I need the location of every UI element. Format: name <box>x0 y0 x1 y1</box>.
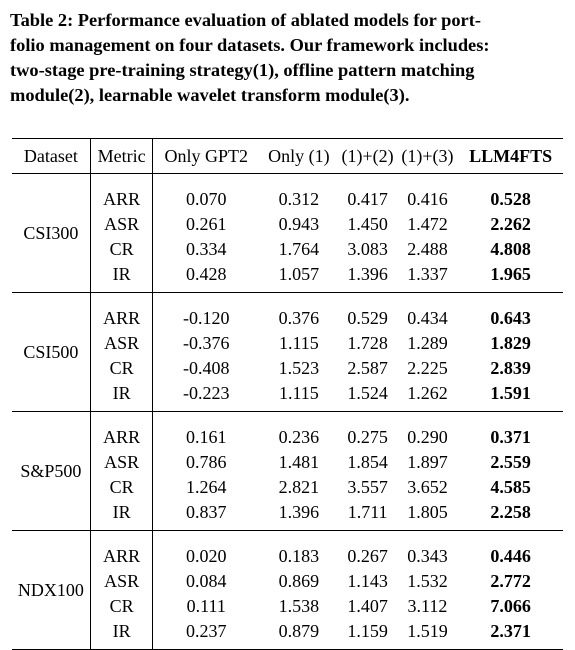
header-llm4fts: LLM4FTS <box>458 139 563 174</box>
value-1-plus-3: 1.262 <box>407 383 448 403</box>
value-1-plus-2: 0.529 <box>347 308 388 328</box>
table-row <box>12 475 563 500</box>
metric-name: ARR <box>90 293 153 332</box>
table-row <box>12 381 563 412</box>
dataset-name: CSI500 <box>23 341 79 362</box>
table-row <box>12 293 563 332</box>
value-only-gpt2: -0.223 <box>183 383 230 403</box>
value-only-1: 0.312 <box>278 189 320 209</box>
dataset-group <box>12 293 563 412</box>
value-only-gpt2: 0.111 <box>186 596 226 616</box>
metric-name: ARR <box>90 531 153 570</box>
header-only-1: Only (1) <box>259 139 339 174</box>
value-only-1: 0.879 <box>278 621 320 641</box>
value-1-plus-2: 1.159 <box>347 621 388 641</box>
header-dataset: Dataset <box>12 139 90 174</box>
value-llm4fts: 2.559 <box>490 452 531 472</box>
table-row <box>12 331 563 356</box>
value-1-plus-2: 0.267 <box>347 546 388 566</box>
metric-name: IR <box>90 262 153 293</box>
value-1-plus-3: 3.652 <box>407 477 448 497</box>
header-row <box>12 139 563 174</box>
value-llm4fts: 1.965 <box>490 264 531 284</box>
value-1-plus-2: 1.711 <box>347 502 388 522</box>
value-only-1: 1.396 <box>278 502 320 522</box>
table-row <box>12 569 563 594</box>
value-1-plus-3: 1.532 <box>407 571 448 591</box>
value-llm4fts: 1.591 <box>490 383 531 403</box>
value-only-1: 1.115 <box>278 333 319 353</box>
value-only-1: 1.523 <box>278 358 320 378</box>
value-only-gpt2: 0.786 <box>186 452 227 472</box>
value-1-plus-2: 1.524 <box>347 383 388 403</box>
value-1-plus-2: 1.450 <box>347 214 388 234</box>
table-row <box>12 500 563 531</box>
value-1-plus-3: 2.225 <box>407 358 448 378</box>
value-only-gpt2: -0.408 <box>183 358 230 378</box>
value-1-plus-3: 0.434 <box>407 308 448 328</box>
value-1-plus-3: 1.289 <box>407 333 448 353</box>
value-only-1: 1.538 <box>278 596 320 616</box>
value-llm4fts: 0.446 <box>490 546 531 566</box>
value-llm4fts: 2.258 <box>490 502 531 522</box>
value-only-gpt2: 0.261 <box>186 214 227 234</box>
value-only-gpt2: 0.084 <box>186 571 227 591</box>
table-row <box>12 619 563 650</box>
table-row <box>12 262 563 293</box>
header-metric: Metric <box>90 139 153 174</box>
dataset-group <box>12 531 563 650</box>
table-caption <box>10 8 568 108</box>
value-llm4fts: 0.528 <box>490 189 531 209</box>
value-llm4fts: 2.262 <box>490 214 531 234</box>
value-1-plus-2: 1.854 <box>347 452 388 472</box>
metric-name: ARR <box>90 412 153 451</box>
value-1-plus-3: 0.416 <box>407 189 448 209</box>
table-row <box>12 237 563 262</box>
value-1-plus-3: 0.343 <box>407 546 448 566</box>
value-llm4fts: 4.808 <box>490 239 531 259</box>
value-llm4fts: 2.772 <box>490 571 531 591</box>
value-llm4fts: 0.371 <box>490 427 531 447</box>
table-header <box>12 139 563 174</box>
metric-name: ARR <box>90 174 153 213</box>
table-row <box>12 356 563 381</box>
value-only-1: 1.764 <box>278 239 320 259</box>
value-only-gpt2: 0.837 <box>186 502 227 522</box>
dataset-name: NDX100 <box>17 579 84 600</box>
metric-name: ASR <box>90 569 153 594</box>
metric-name: IR <box>90 500 153 531</box>
dataset-group <box>12 412 563 531</box>
value-only-gpt2: 0.428 <box>186 264 227 284</box>
value-only-gpt2: 0.070 <box>186 189 227 209</box>
value-1-plus-2: 2.587 <box>347 358 388 378</box>
dataset-name: S&P500 <box>20 460 82 481</box>
value-only-1: 0.183 <box>278 546 320 566</box>
table-row <box>12 174 563 213</box>
value-only-1: 0.943 <box>278 214 320 234</box>
value-only-gpt2: 0.237 <box>186 621 227 641</box>
dataset-group <box>12 174 563 293</box>
results-table <box>12 138 563 650</box>
value-only-1: 0.376 <box>278 308 320 328</box>
caption-line: two-stage pre-training strategy(1), offline pattern matching <box>10 60 475 80</box>
value-1-plus-3: 1.897 <box>407 452 448 472</box>
table-row <box>12 594 563 619</box>
value-llm4fts: 0.643 <box>490 308 531 328</box>
metric-name: CR <box>90 356 153 381</box>
value-1-plus-2: 1.143 <box>347 571 388 591</box>
header-only-gpt2: Only GPT2 <box>153 139 259 174</box>
metric-name: CR <box>90 237 153 262</box>
value-only-gpt2: 0.020 <box>186 546 227 566</box>
header-1-plus-2: (1)+(2) <box>339 139 397 174</box>
value-1-plus-2: 1.728 <box>347 333 388 353</box>
metric-name: ASR <box>90 450 153 475</box>
table-row <box>12 450 563 475</box>
value-llm4fts: 7.066 <box>490 596 531 616</box>
value-only-1: 0.236 <box>278 427 320 447</box>
metric-name: IR <box>90 619 153 650</box>
value-1-plus-3: 1.472 <box>407 214 448 234</box>
value-only-gpt2: -0.120 <box>183 308 230 328</box>
value-llm4fts: 4.585 <box>490 477 531 497</box>
caption-line: module(2), learnable wavelet transform module(3). <box>10 85 410 105</box>
table-row <box>12 531 563 570</box>
metric-name: ASR <box>90 331 153 356</box>
metric-name: ASR <box>90 212 153 237</box>
value-only-1: 0.869 <box>278 571 320 591</box>
dataset-name: CSI300 <box>23 222 79 243</box>
table-row <box>12 212 563 237</box>
value-only-gpt2: -0.376 <box>183 333 230 353</box>
value-llm4fts: 1.829 <box>490 333 531 353</box>
caption-line: folio management on four datasets. Our framework includes: <box>10 35 490 55</box>
value-1-plus-3: 3.112 <box>407 596 448 616</box>
value-only-gpt2: 1.264 <box>186 477 227 497</box>
value-only-gpt2: 0.161 <box>186 427 227 447</box>
value-only-1: 2.821 <box>278 477 320 497</box>
caption-line: Table 2: Performance evaluation of ablated models for port- <box>10 10 481 30</box>
table-row <box>12 412 563 451</box>
value-1-plus-3: 2.488 <box>407 239 448 259</box>
value-1-plus-3: 0.290 <box>407 427 448 447</box>
value-1-plus-2: 3.557 <box>347 477 388 497</box>
value-only-1: 1.481 <box>278 452 320 472</box>
value-1-plus-2: 1.396 <box>347 264 388 284</box>
header-1-plus-3: (1)+(3) <box>397 139 459 174</box>
value-1-plus-3: 1.337 <box>407 264 448 284</box>
metric-name: CR <box>90 475 153 500</box>
value-llm4fts: 2.839 <box>490 358 531 378</box>
value-1-plus-3: 1.805 <box>407 502 448 522</box>
metric-name: IR <box>90 381 153 412</box>
value-only-gpt2: 0.334 <box>186 239 227 259</box>
value-llm4fts: 2.371 <box>490 621 531 641</box>
value-1-plus-2: 0.275 <box>347 427 388 447</box>
value-only-1: 1.057 <box>278 264 320 284</box>
metric-name: CR <box>90 594 153 619</box>
value-1-plus-2: 3.083 <box>347 239 388 259</box>
value-only-1: 1.115 <box>278 383 319 403</box>
value-1-plus-3: 1.519 <box>407 621 448 641</box>
value-1-plus-2: 1.407 <box>347 596 388 616</box>
value-1-plus-2: 0.417 <box>347 189 388 209</box>
